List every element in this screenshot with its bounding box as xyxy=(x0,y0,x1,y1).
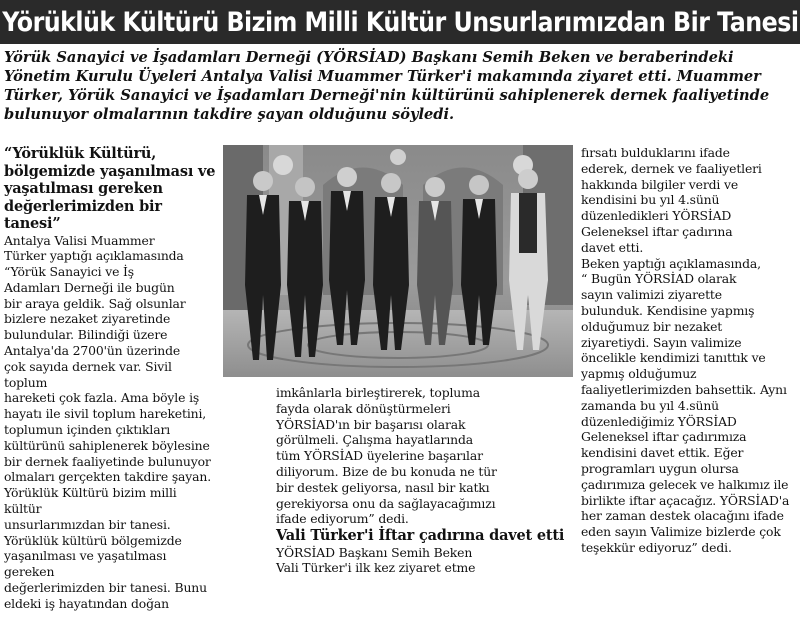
article-line: ederek, dernek ve faaliyetleri xyxy=(581,160,762,176)
article-line: Yörüklük Kültürü bizim milli kültür xyxy=(4,485,177,517)
article-line: diliyorum. Bize de bu konuda ne tür xyxy=(276,463,497,479)
article-line: düzenlediğimiz YÖRSİAD xyxy=(581,413,737,429)
article-line: davet etti. xyxy=(581,239,644,255)
article-line: bir dernek faaliyetinde bulunuyor xyxy=(4,453,211,469)
article-line: kültürünü sahiplenerek böylesine xyxy=(4,437,210,453)
article-line: birlikte iftar açacağız. YÖRSİAD'a xyxy=(581,492,790,508)
headline-title: Yörüklük Kültürü Bizim Milli Kültür Unsurlarımızdan Bir Tanesi xyxy=(1,6,799,38)
article-line: olduğumuz bir nezaket xyxy=(581,318,723,334)
article-line: fırsatı bulduklarını ifade xyxy=(581,145,730,160)
article-line: bizlere nezaket ziyaretinde xyxy=(4,311,171,327)
article-line: YÖRSİAD'ın bir başarısı olarak xyxy=(276,416,466,432)
article-line: Türker yaptığı açıklamasında xyxy=(4,248,184,264)
article-line: gerekiyorsa onu da sağlayacağımızı xyxy=(276,495,496,511)
article-column-3 xyxy=(581,145,797,556)
article-line: ziyaretiydi. Sayın valimize xyxy=(581,334,742,350)
group-photo xyxy=(223,145,573,377)
article-line: bir destek geliyorsa, nasıl bir katkı xyxy=(276,479,490,495)
lead-line: bulunuyor olmalarının takdire şayan olduğunu söyledi. xyxy=(4,106,455,123)
article-line: olmaları gerçekten takdire şayan. xyxy=(4,469,211,485)
headline-banner xyxy=(0,0,800,44)
article-line: bir araya geldik. Sağ olsunlar xyxy=(4,295,186,311)
article-line: programları uygun olursa xyxy=(581,460,739,476)
article-line: değerlerimizden bir tanesi. Bunu xyxy=(4,580,207,596)
article-line: yaşanılması ve yaşatılması gereken xyxy=(4,548,167,580)
article-line: çadırımıza gelecek ve halkımız ile xyxy=(581,476,789,492)
column-subheading: “Yörüklük Kültürü, bölgemizde yaşanılması ve yaşatılması gereken değerlerimizden bir tanesi” xyxy=(4,145,216,232)
article-line: YÖRSİAD Başkanı Semih Beken xyxy=(276,544,473,560)
article-column-1 xyxy=(4,145,216,612)
group-photo-image xyxy=(223,145,573,377)
article-line: çok sayıda dernek var. Sivil toplum xyxy=(4,358,172,390)
article-line: imkânlarla birleştirerek, topluma xyxy=(276,385,480,400)
article-line: bulunduk. Kendisine yapmış xyxy=(581,302,755,318)
article-column-2 xyxy=(276,385,574,576)
article-line: hakkında bilgiler verdi ve xyxy=(581,176,739,192)
article-line: “ Bugün YÖRSİAD olarak xyxy=(581,271,737,287)
article-line: kendisini bu yıl 4.sünü xyxy=(581,192,720,208)
lead-line: Yönetim Kurulu Üyeleri Antalya Valisi Muammer Türker'i makamında ziyaret etti. Muammer xyxy=(4,68,761,85)
lead-line: Yörük Sanayici ve İşadamları Derneği (YÖRSİAD) Başkanı Semih Beken ve beraberindeki xyxy=(4,49,734,66)
article-line: hayatı ile sivil toplum hareketini, xyxy=(4,406,207,422)
article-line: faaliyetlerimizden bahsettik. Aynı xyxy=(581,381,787,397)
article-line: hareketi çok fazla. Ama böyle iş xyxy=(4,390,200,406)
article-line: her zaman destek olacağını ifade xyxy=(581,508,784,524)
article-line: toplumun içinden çıktıkları xyxy=(4,422,171,438)
article-line: yapmış olduğumuz xyxy=(581,366,697,382)
article-line: “Yörük Sanayici ve İş xyxy=(4,264,135,280)
article-line: düzenledikleri YÖRSİAD xyxy=(581,208,732,224)
article-line: Beken yaptığı açıklamasında, xyxy=(581,255,761,271)
article-line: Antalya Valisi Muammer xyxy=(4,232,155,248)
lead-paragraph xyxy=(4,48,796,124)
article-line: Adamları Derneği ile bugün xyxy=(4,279,175,295)
article-line: Vali Türker'i ilk kez ziyaret etme xyxy=(276,560,476,576)
article-line: kendisini davet ettik. Eğer xyxy=(581,445,744,461)
article-line: Antalya'da 2700'ün üzerinde xyxy=(4,343,181,359)
article-line: öncelikle kendimizi tanıttık ve xyxy=(581,350,766,366)
article-line: eden sayın Valimize bizlerde çok xyxy=(581,524,781,540)
article-line: teşekkür ediyoruz” dedi. xyxy=(581,539,732,555)
article-line: Geleneksel iftar çadırımıza xyxy=(581,429,747,445)
article-line: tüm YÖRSİAD üyelerine başarılar xyxy=(276,448,483,464)
article-line: ifade ediyorum” dedi. xyxy=(276,511,409,527)
article-line: eldeki iş hayatından doğan xyxy=(4,595,169,611)
article-line: sayın valimizi ziyarette xyxy=(581,287,722,303)
article-line: unsurlarımızdan bir tanesi. xyxy=(4,516,171,532)
article-line: fayda olarak dönüştürmeleri xyxy=(276,400,451,416)
article-line: zamanda bu yıl 4.sünü xyxy=(581,397,719,413)
article-line: bulundular. Bilindiği üzere xyxy=(4,327,168,343)
lead-line: Türker, Yörük Sanayici ve İşadamları Derneği'nin kültürünü sahiplenerek dernek faaliyetinde xyxy=(4,87,770,104)
article-line: Yörüklük kültürü bölgemizde xyxy=(4,532,182,548)
article-line: görülmeli. Çalışma hayatlarında xyxy=(276,432,473,448)
column-subheading: Vali Türker'i İftar çadırına davet etti xyxy=(276,527,565,545)
article-line: Geleneksel iftar çadırına xyxy=(581,223,733,239)
